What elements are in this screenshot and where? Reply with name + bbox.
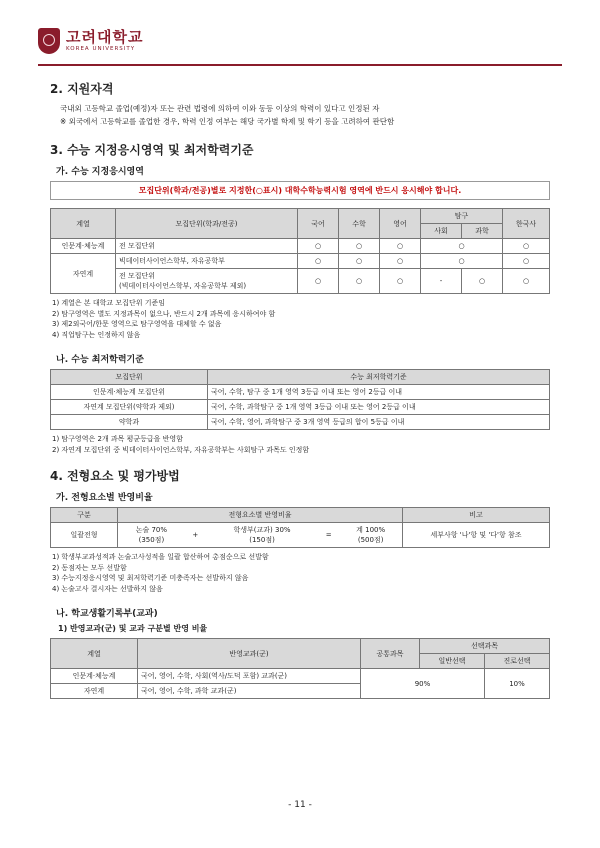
th-elective: 선택과목 (420, 639, 550, 654)
cell-soc: - (421, 269, 462, 294)
header-divider (38, 64, 562, 66)
cell-record (206, 523, 318, 548)
th-std: 수능 최저학력기준 (208, 370, 550, 385)
logo-english: KOREA UNIVERSITY (66, 46, 136, 52)
record-points: (150점) (249, 536, 275, 544)
cell-hist: ○ (503, 239, 550, 254)
section-4-title: 4. 전형요소 및 평가방법 (50, 469, 180, 483)
cell-gye: 자연계 (51, 254, 116, 294)
table-row (51, 269, 550, 294)
cell-unit-line1: 전 모집단위 (119, 272, 156, 280)
essay-points: (350점) (138, 536, 165, 544)
th-kor: 국어 (298, 209, 339, 239)
section-4b-title: 나. 학교생활기록부(교과) (56, 609, 158, 619)
cell-eng: ○ (380, 254, 421, 269)
cell-std: 국어, 수학, 영어, 과학탐구 중 3개 영역 등급의 합이 5등급 이내 (208, 415, 550, 430)
section-3a-title: 가. 수능 지정응시영역 (56, 167, 144, 177)
list-item: 1) 계열은 본 대학교 모집단위 기준임 (52, 299, 165, 307)
cell-unit: 자연계 모집단위(약학과 제외) (51, 400, 208, 415)
list-item: 4) 논술고사 결시자는 선발하지 않음 (52, 584, 163, 593)
cell-unit: 전 모집단위 (116, 239, 298, 254)
th-sci: 과학 (462, 224, 503, 239)
required-areas-table (50, 208, 550, 294)
equals-sign: = (318, 523, 339, 548)
th-career: 진로선택 (485, 654, 550, 669)
minimum-standard-notes (52, 434, 550, 455)
table-row (51, 400, 550, 415)
th-tamgu: 탐구 (421, 209, 503, 224)
cell-common-general-ratio: 90% (361, 669, 485, 699)
section-3b-title: 나. 수능 최저학력기준 (56, 355, 144, 365)
cell-unit-line2: (빅데이터사이언스학부, 자유공학부 제외) (119, 282, 247, 290)
cell-std: 국어, 수학, 과학탐구 중 1개 영역 3등급 이내 또는 영어 2등급 이내 (208, 400, 550, 415)
table-row (51, 669, 550, 684)
cell-hist: ○ (503, 254, 550, 269)
evaluation-ratio-table (50, 507, 550, 548)
list-item: 2) 탐구영역은 별도 지정과목이 없으나, 반드시 2개 과목에 응시하여야 함 (52, 309, 276, 318)
cell-kor: ○ (298, 239, 339, 254)
list-item: 1) 탐구영역은 2개 과목 평균등급을 반영함 (52, 435, 183, 443)
cell-unit: 약학과 (51, 415, 208, 430)
cell-math: ○ (339, 239, 380, 254)
cell-kor: ○ (298, 254, 339, 269)
list-item: 2) 동점자는 모두 선발함 (52, 563, 127, 572)
th-unit: 모집단위 (51, 370, 208, 385)
section-3-title: 3. 수능 지정응시영역 및 최저학력기준 (50, 143, 254, 157)
th-gye: 계열 (51, 209, 116, 239)
section-4b-subtitle: 1) 반영교과(군) 및 교과 구분별 반영 비율 (58, 624, 208, 633)
cell-tamgu: ○ (421, 239, 503, 254)
list-item: 2) 자연계 모집단위 중 빅데이터사이언스학부, 자유공학부는 사회탐구 과목도 인정함 (52, 445, 310, 454)
cell-total (339, 523, 402, 548)
cell-bigo: 세부사항 '나'항 및 '다'항 참조 (403, 523, 550, 548)
list-item: 3) 제2외국어/한문 영역으로 탐구영역을 대체할 수 없음 (52, 320, 222, 328)
list-item: 1) 학생부교과성적과 논술고사성적을 일괄 합산하여 총점순으로 선발함 (52, 553, 269, 561)
cell-math: ○ (339, 269, 380, 294)
table-row (51, 415, 550, 430)
cell-gye: 자연계 (51, 684, 138, 699)
th-soc: 사회 (421, 224, 462, 239)
table-row (51, 385, 550, 400)
th-unit: 모집단위(학과/전공) (116, 209, 298, 239)
record-ratio: 학생부(교과) 30% (233, 526, 291, 534)
cell-math: ○ (339, 254, 380, 269)
cell-eng: ○ (380, 269, 421, 294)
page-number: - 11 - (288, 800, 312, 810)
logo-korean: 고려대학교 (66, 28, 144, 46)
cell-tamgu: ○ (421, 254, 503, 269)
subject-ratio-table (50, 638, 550, 699)
required-areas-banner: 모집단위(학과/전공)별로 지정한(○표시) 대학수학능력시험 영역에 반드시 응시해야 합니다. (50, 181, 550, 200)
cell-subj: 국어, 영어, 수학, 사회(역사/도덕 포함) 교과(군) (138, 669, 361, 684)
list-item: 3) 수능지정응시영역 및 최저학력기준 미충족자는 선발하지 않음 (52, 574, 249, 582)
cell-sci: ○ (462, 269, 503, 294)
section-2-title: 2. 지원자격 (50, 82, 114, 96)
cell-kor: ○ (298, 269, 339, 294)
cell-gubun: 일괄전형 (51, 523, 118, 548)
th-hist: 한국사 (503, 209, 550, 239)
university-seal-icon (38, 28, 60, 54)
cell-unit: 인문계·체능계 모집단위 (51, 385, 208, 400)
cell-hist: ○ (503, 269, 550, 294)
cell-gye: 인문계·체능계 (51, 669, 138, 684)
cell-gye: 인문계·체능계 (51, 239, 116, 254)
section-4a-title: 가. 전형요소별 반영비율 (56, 493, 153, 503)
cell-eng: ○ (380, 239, 421, 254)
eligibility-text: 국내외 고등학교 졸업(예정)자 또는 관련 법령에 의하여 이와 동등 이상의 학력이 있다고 인정된 자 (60, 104, 380, 113)
th-gen: 일반선택 (420, 654, 485, 669)
minimum-standard-table (50, 369, 550, 430)
total-ratio: 계 100% (356, 526, 386, 534)
table-row (51, 239, 550, 254)
cell-unit (116, 269, 298, 294)
th-bigo: 비고 (403, 508, 550, 523)
plus-sign: + (185, 523, 206, 548)
cell-subj: 국어, 영어, 수학, 과학 교과(군) (138, 684, 361, 699)
cell-essay (118, 523, 185, 548)
cell-unit: 빅데이터사이언스학부, 자유공학부 (116, 254, 298, 269)
total-points: (500점) (357, 536, 384, 544)
th-math: 수학 (339, 209, 380, 239)
document-body (50, 80, 550, 699)
th-gubun: 구분 (51, 508, 118, 523)
eligibility-note: ※ 외국에서 고등학교를 졸업한 경우, 학력 인정 여부는 해당 국가별 학제 및 학기 등을 고려하여 판단함 (60, 117, 395, 126)
list-item: 4) 직업탐구는 인정하지 않음 (52, 330, 141, 339)
essay-ratio: 논술 70% (135, 526, 168, 534)
th-common: 공통과목 (361, 639, 420, 669)
table-row (51, 254, 550, 269)
th-gye: 계열 (51, 639, 138, 669)
cell-career-ratio: 10% (485, 669, 550, 699)
required-areas-notes (52, 298, 550, 340)
th-eng: 영어 (380, 209, 421, 239)
th-subj: 반영교과(군) (138, 639, 361, 669)
university-logo (38, 28, 143, 54)
th-ratio: 전형요소별 반영비율 (118, 508, 403, 523)
cell-std: 국어, 수학, 탐구 중 1개 영역 3등급 이내 또는 영어 2등급 이내 (208, 385, 550, 400)
evaluation-notes (52, 552, 550, 594)
table-row (51, 523, 550, 548)
